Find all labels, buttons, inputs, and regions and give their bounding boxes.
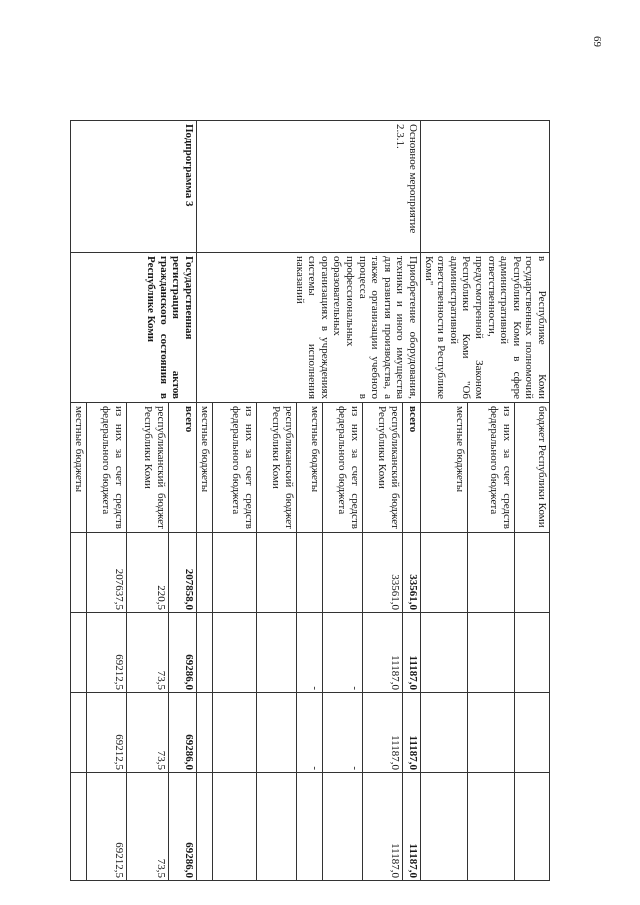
amount-v2: - — [323, 613, 363, 693]
amount-v4 — [213, 773, 257, 881]
amount-v3 — [197, 693, 213, 773]
funding-source: бюджет Республики Коми — [514, 403, 549, 533]
page-number: 69 — [591, 36, 603, 47]
table-body — [71, 121, 550, 881]
amount-v1 — [467, 533, 514, 613]
amount-v3 — [514, 693, 549, 773]
amount-v4: 69286,0 — [169, 773, 197, 881]
amount-v4: 73,5 — [127, 773, 169, 881]
amount-v1 — [257, 533, 297, 613]
amount-v4: 11187,0 — [363, 773, 403, 881]
amount-v3 — [213, 693, 257, 773]
amount-v4 — [257, 773, 297, 881]
amount-v1 — [297, 533, 323, 613]
row-description: в Республике Коми государственных полномочий Республики Коми в сфере административной ответственности, предусмотренной Законом Республики Коми "Об административной ответственности в Республике Коми" — [421, 253, 550, 403]
amount-v2 — [71, 613, 87, 693]
budget-table — [70, 120, 550, 881]
funding-source: республиканский бюджет Республики Коми — [257, 403, 297, 533]
amount-v4 — [421, 773, 468, 881]
amount-v4 — [197, 773, 213, 881]
amount-v2 — [197, 613, 213, 693]
funding-source: местные бюджеты — [297, 403, 323, 533]
row-description: Приобретение оборудования, техники и иного имущества для развития производства, а также организации учебного процесса в профессиональных образовательных организациях в учреждениях системы исполнения наказаний — [197, 253, 421, 403]
funding-source: республиканский бюджет Республики Коми — [363, 403, 403, 533]
row-name — [421, 121, 550, 253]
amount-v1 — [213, 533, 257, 613]
amount-v3 — [71, 693, 87, 773]
table-row — [514, 121, 549, 881]
row-name: Основное мероприятие 2.3.1. — [197, 121, 421, 253]
funding-source: из них за счет средств федерального бюджета — [323, 403, 363, 533]
amount-v3: 69286,0 — [169, 693, 197, 773]
table-row — [403, 121, 421, 881]
amount-v1 — [71, 533, 87, 613]
amount-v4 — [71, 773, 87, 881]
row-name: Подпрограмма 3 — [71, 121, 197, 253]
amount-v3: 11187,0 — [403, 693, 421, 773]
amount-v4 — [467, 773, 514, 881]
funding-source: всего — [403, 403, 421, 533]
funding-source: местные бюджеты — [71, 403, 87, 533]
amount-v1 — [421, 533, 468, 613]
amount-v3: - — [297, 693, 323, 773]
amount-v3: 69212,5 — [87, 693, 127, 773]
funding-source: местные бюджеты — [421, 403, 468, 533]
amount-v2 — [514, 613, 549, 693]
funding-source: местные бюджеты — [197, 403, 213, 533]
amount-v3 — [467, 693, 514, 773]
amount-v3: 11187,0 — [363, 693, 403, 773]
amount-v1 — [514, 533, 549, 613]
funding-source: из них за счет средств федерального бюджета — [87, 403, 127, 533]
table-row — [169, 121, 197, 881]
amount-v2 — [213, 613, 257, 693]
amount-v3 — [257, 693, 297, 773]
amount-v1: 207637,5 — [87, 533, 127, 613]
amount-v1 — [197, 533, 213, 613]
rotated-table-wrapper — [75, 120, 550, 880]
amount-v2 — [421, 613, 468, 693]
amount-v4: 11187,0 — [403, 773, 421, 881]
row-description: Государственная регистрация актов гражданского состояния в Республике Коми — [71, 253, 197, 403]
amount-v3 — [421, 693, 468, 773]
amount-v1: 33561,0 — [403, 533, 421, 613]
amount-v4 — [297, 773, 323, 881]
amount-v2: 11187,0 — [363, 613, 403, 693]
amount-v2: 69212,5 — [87, 613, 127, 693]
amount-v4: 69212,5 — [87, 773, 127, 881]
funding-source: всего — [169, 403, 197, 533]
amount-v2: 69286,0 — [169, 613, 197, 693]
funding-source: из них за счет средств федерального бюджета — [213, 403, 257, 533]
amount-v4 — [514, 773, 549, 881]
amount-v1: 207858,0 — [169, 533, 197, 613]
amount-v3: - — [323, 693, 363, 773]
amount-v2: - — [297, 613, 323, 693]
amount-v1 — [323, 533, 363, 613]
amount-v2: 73,5 — [127, 613, 169, 693]
funding-source: республиканский бюджет Республики Коми — [127, 403, 169, 533]
amount-v2 — [257, 613, 297, 693]
funding-source: из них за счет средств федерального бюджета — [467, 403, 514, 533]
amount-v2 — [467, 613, 514, 693]
amount-v4 — [323, 773, 363, 881]
amount-v3: 73,5 — [127, 693, 169, 773]
amount-v1: 33561,0 — [363, 533, 403, 613]
amount-v1: 220,5 — [127, 533, 169, 613]
amount-v2: 11187,0 — [403, 613, 421, 693]
